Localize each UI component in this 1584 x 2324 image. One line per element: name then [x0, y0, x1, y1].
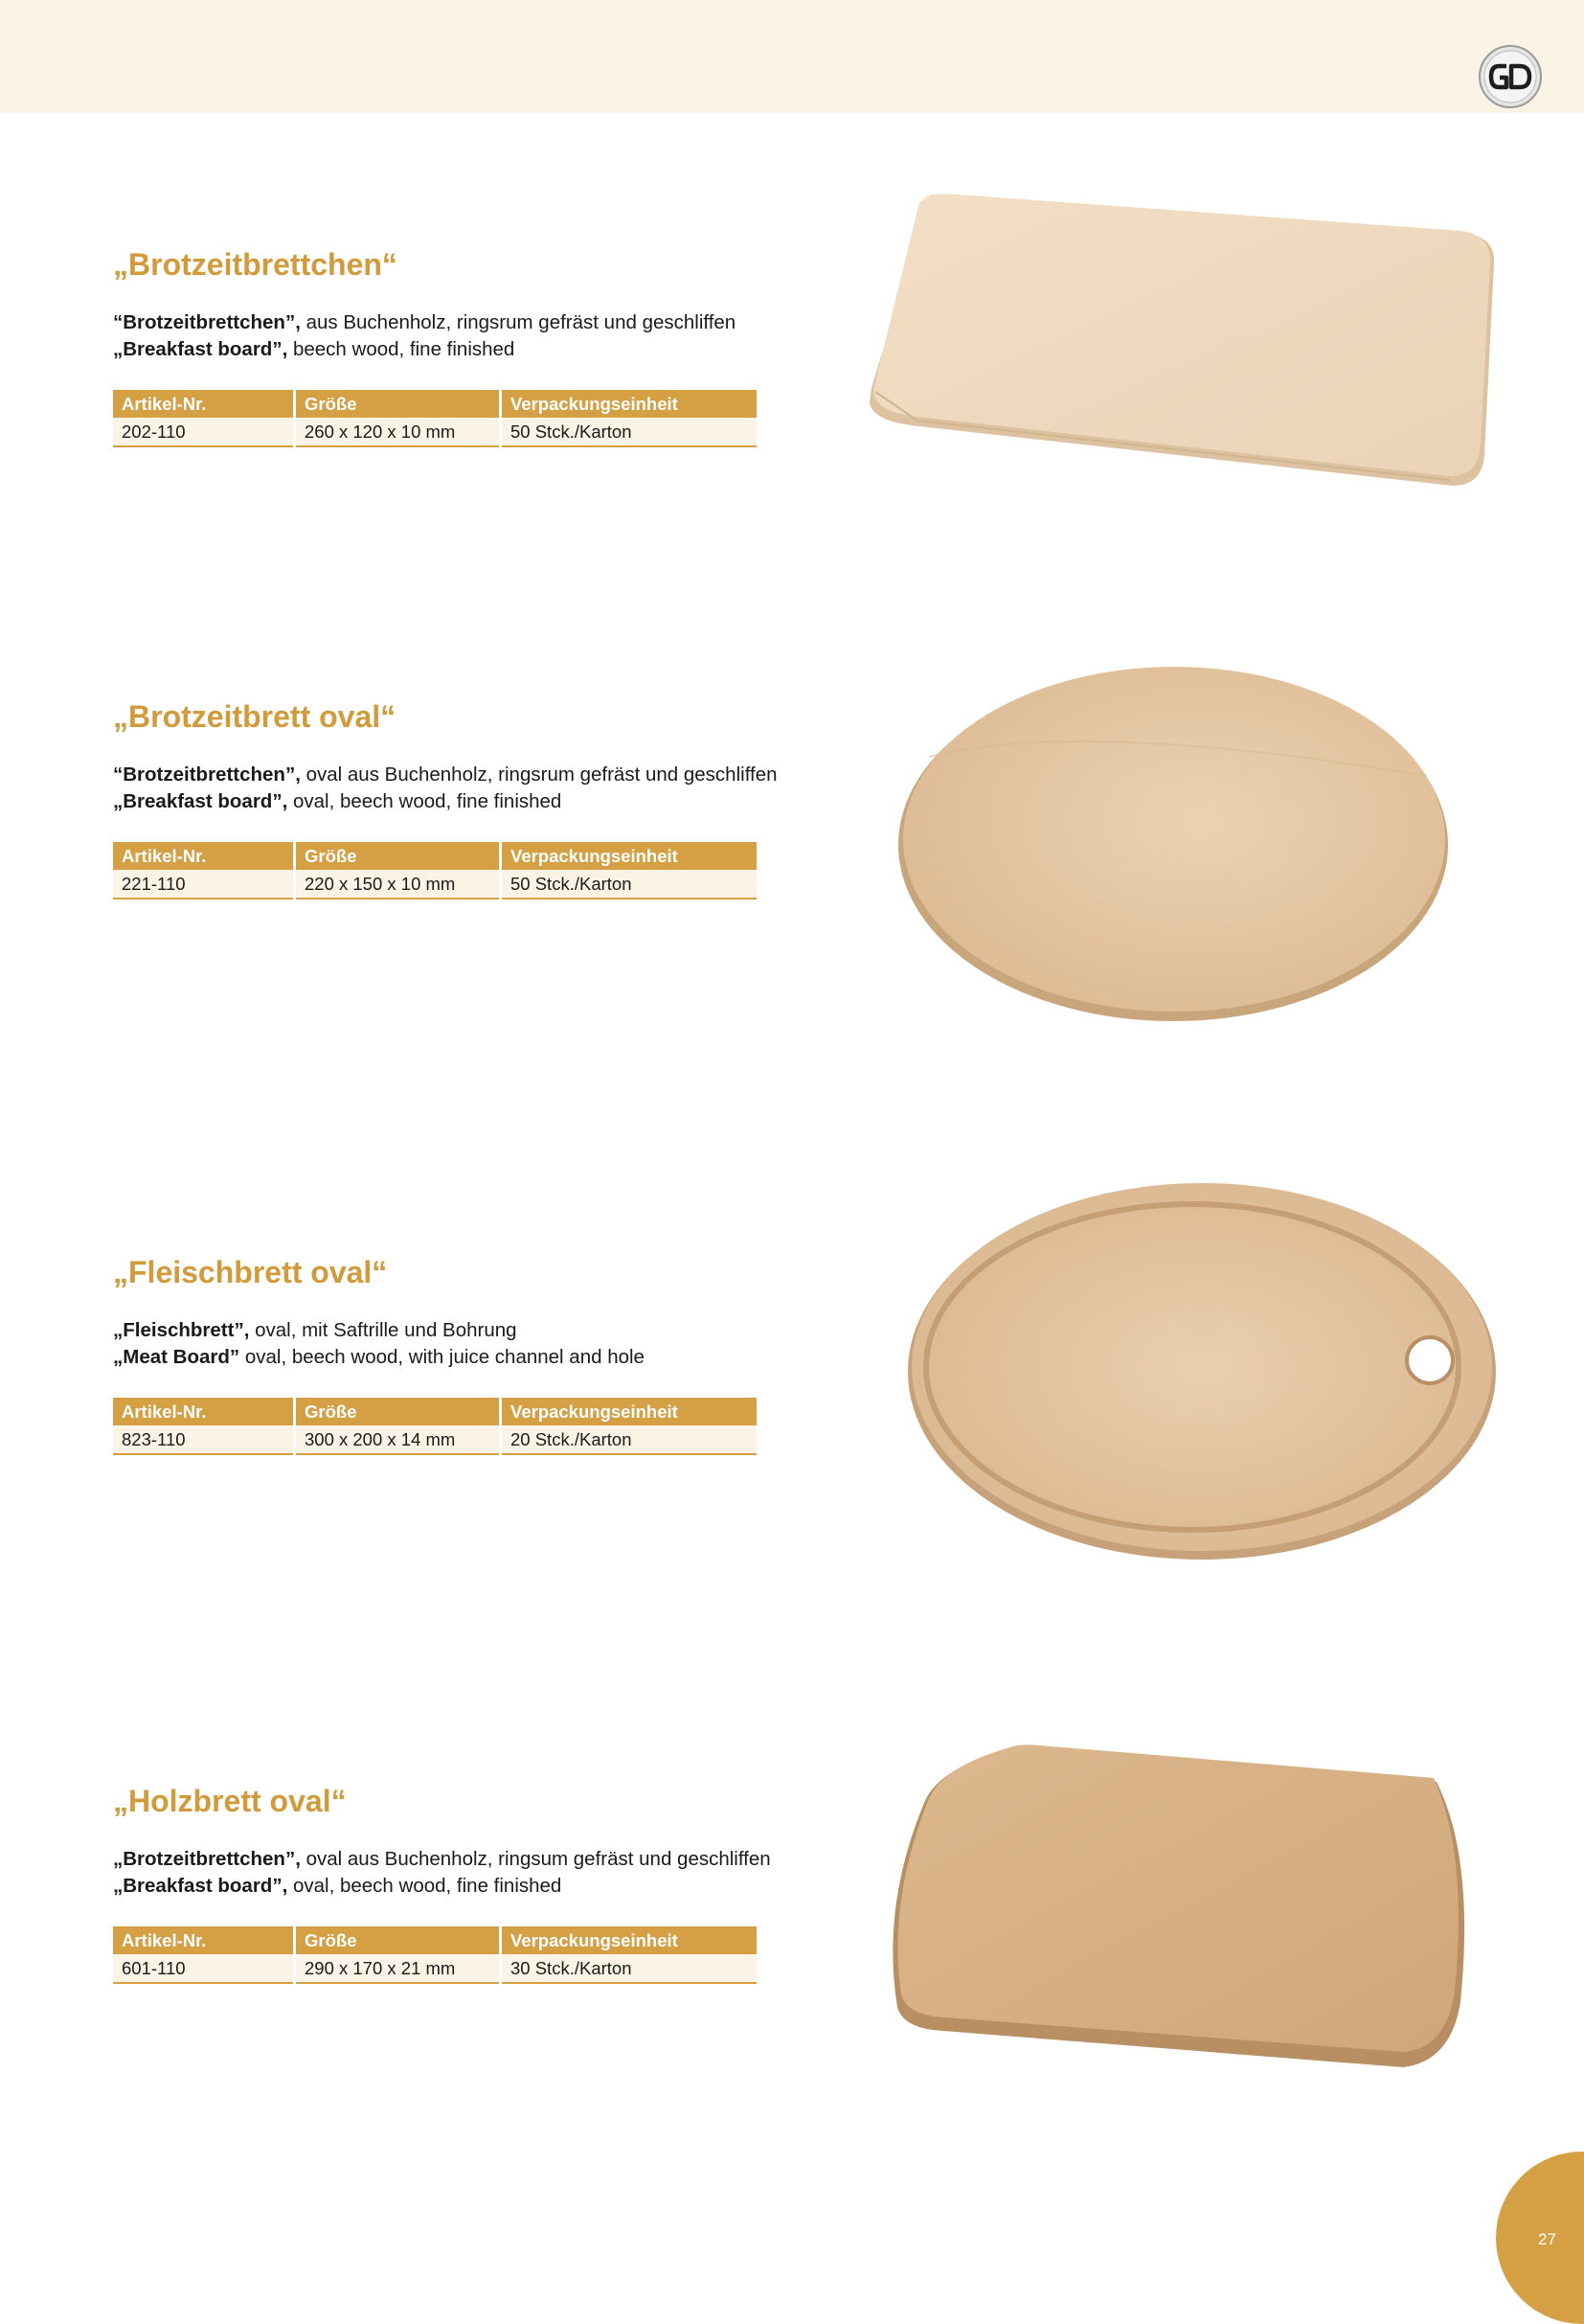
product-section: [113, 1255, 764, 1455]
oval-board-image: [891, 661, 1456, 1030]
cell-article: 601-110: [113, 1954, 295, 1983]
header-article: Artikel-Nr.: [113, 390, 295, 418]
header-article: Artikel-Nr.: [113, 1926, 295, 1954]
header-packaging: Verpackungseinheit: [501, 390, 758, 418]
cell-packaging: 20 Stck./Karton: [501, 1425, 758, 1454]
cell-packaging: 50 Stck./Karton: [501, 418, 758, 446]
header-size: Größe: [295, 842, 501, 870]
description-de-text: oval, mit Saftrille und Bohrung: [249, 1319, 517, 1341]
description-en: [113, 788, 764, 815]
product-name-en: „Breakfast board”,: [113, 338, 288, 360]
product-section: [113, 247, 764, 447]
description-en-text: oval, beech wood, with juice channel and hole: [239, 1346, 645, 1368]
spec-table: [113, 1398, 757, 1455]
description-en-text: beech wood, fine finished: [287, 338, 515, 360]
description-en: [113, 1873, 764, 1900]
product-title: „Brotzeitbrettchen“: [113, 247, 397, 282]
header-size: Größe: [295, 1398, 501, 1425]
cell-size: 220 x 150 x 10 mm: [295, 870, 501, 899]
header-size: Größe: [295, 390, 501, 418]
cell-article: 202-110: [113, 418, 295, 446]
product-section: [113, 699, 778, 900]
cell-packaging: 30 Stck./Karton: [501, 1954, 758, 1983]
header-size: Größe: [295, 1926, 501, 1954]
description-de: [113, 1846, 771, 1873]
table-header-row: [113, 842, 757, 870]
rectangular-board-image: [862, 187, 1504, 503]
table-row: [113, 1425, 757, 1454]
table-row: [113, 418, 757, 446]
header-article: Artikel-Nr.: [113, 1398, 295, 1425]
description-de-text: oval aus Buchenholz, ringsum gefräst und geschliffen: [300, 1848, 771, 1870]
spec-table: [113, 842, 757, 900]
company-logo: [1478, 44, 1543, 109]
table-header-row: [113, 1398, 757, 1425]
cell-size: 260 x 120 x 10 mm: [295, 418, 501, 446]
spec-table: [113, 1926, 757, 1984]
page-number: 27: [1538, 2230, 1556, 2248]
product-name-en: „Meat Board”: [113, 1346, 240, 1368]
product-name-en: „Breakfast board”,: [113, 1875, 288, 1897]
header-article: Artikel-Nr.: [113, 842, 295, 870]
table-header-row: [113, 1926, 757, 1954]
product-name-de: “Brotzeitbrettchen”,: [113, 311, 301, 333]
table-row: [113, 1954, 757, 1983]
meat-board-image: [905, 1173, 1499, 1561]
description-de: [113, 1317, 764, 1344]
product-name-en: „Breakfast board”,: [113, 790, 288, 812]
description-en-text: oval, beech wood, fine finished: [287, 790, 562, 812]
product-section: [113, 1784, 771, 1984]
product-title: „Brotzeitbrett oval“: [113, 699, 396, 734]
cell-article: 221-110: [113, 870, 295, 899]
product-title: „Fleischbrett oval“: [113, 1255, 388, 1289]
cell-article: 823-110: [113, 1425, 295, 1454]
header-packaging: Verpackungseinheit: [501, 1398, 758, 1425]
spec-table: [113, 390, 757, 447]
cell-size: 300 x 200 x 14 mm: [295, 1425, 501, 1454]
description-de-text: oval aus Buchenholz, ringsrum gefräst und geschliffen: [300, 763, 778, 786]
product-name-de: „Fleischbrett”,: [113, 1319, 250, 1341]
wooden-board-image: [886, 1743, 1480, 2074]
description-en-text: oval, beech wood, fine finished: [287, 1875, 562, 1897]
cell-packaging: 50 Stck./Karton: [501, 870, 758, 899]
product-title: „Holzbrett oval“: [113, 1784, 347, 1818]
product-name-de: “Brotzeitbrettchen”,: [113, 763, 301, 786]
description-en: [113, 336, 764, 363]
description-de: [113, 762, 778, 788]
description-de: [113, 309, 764, 336]
header-band: [0, 0, 1584, 113]
product-name-de: „Brotzeitbrettchen”,: [113, 1848, 301, 1870]
header-packaging: Verpackungseinheit: [501, 1926, 758, 1954]
description-de-text: aus Buchenholz, ringsrum gefräst und geschliffen: [300, 311, 736, 333]
table-header-row: [113, 390, 757, 418]
cell-size: 290 x 170 x 21 mm: [295, 1954, 501, 1983]
table-row: [113, 870, 757, 899]
header-packaging: Verpackungseinheit: [501, 842, 758, 870]
description-en: [113, 1344, 764, 1371]
